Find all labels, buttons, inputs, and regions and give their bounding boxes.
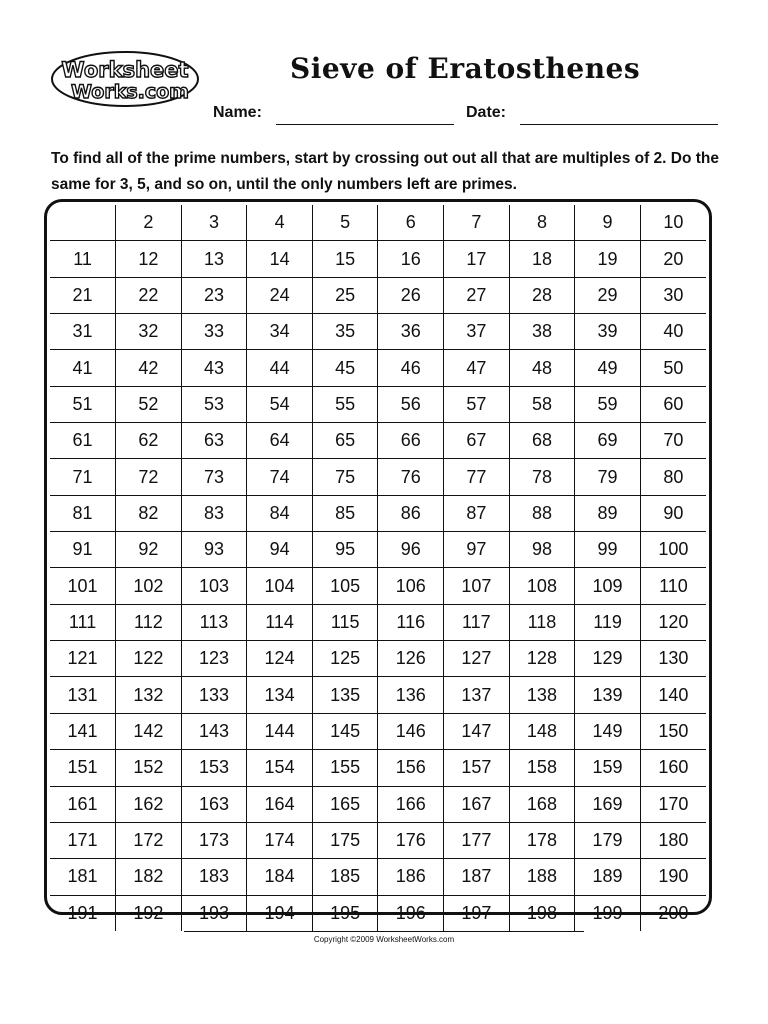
grid-cell[interactable]: 168: [509, 786, 575, 822]
grid-cell[interactable]: 50: [640, 350, 706, 386]
grid-cell[interactable]: 129: [575, 641, 641, 677]
grid-cell[interactable]: 28: [509, 277, 575, 313]
grid-cell[interactable]: 132: [116, 677, 182, 713]
grid-cell[interactable]: 80: [640, 459, 706, 495]
grid-cell[interactable]: 98: [509, 532, 575, 568]
grid-cell[interactable]: 165: [312, 786, 378, 822]
grid-cell[interactable]: 33: [181, 314, 247, 350]
grid-cell[interactable]: 48: [509, 350, 575, 386]
grid-row: [50, 495, 706, 531]
grid-cell[interactable]: 94: [247, 532, 313, 568]
grid-cell[interactable]: 58: [509, 386, 575, 422]
grid-cell[interactable]: 64: [247, 423, 313, 459]
copyright-text: Copyright ©2009 WorksheetWorks.com: [313, 935, 455, 944]
grid-cell[interactable]: 105: [312, 568, 378, 604]
grid-cell[interactable]: 44: [247, 350, 313, 386]
grid-cell[interactable]: 70: [640, 423, 706, 459]
grid-cell[interactable]: 178: [509, 822, 575, 858]
grid-cell[interactable]: 136: [378, 677, 444, 713]
grid-cell[interactable]: 196: [378, 895, 444, 931]
grid-cell[interactable]: 16: [378, 241, 444, 277]
grid-cell[interactable]: 189: [575, 859, 641, 895]
grid-cell[interactable]: 175: [312, 822, 378, 858]
grid-cell[interactable]: 89: [575, 495, 641, 531]
grid-cell[interactable]: 131: [50, 677, 116, 713]
grid-cell[interactable]: 13: [181, 241, 247, 277]
grid-cell[interactable]: 107: [444, 568, 510, 604]
grid-cell[interactable]: 81: [50, 495, 116, 531]
name-label: Name:: [213, 104, 262, 121]
grid-cell[interactable]: 104: [247, 568, 313, 604]
grid-cell[interactable]: 182: [116, 859, 182, 895]
grid-row: [50, 677, 706, 713]
grid-cell[interactable]: 137: [444, 677, 510, 713]
grid-cell[interactable]: 135: [312, 677, 378, 713]
grid-cell[interactable]: 92: [116, 532, 182, 568]
grid-cell[interactable]: 46: [378, 350, 444, 386]
grid-cell[interactable]: 170: [640, 786, 706, 822]
grid-cell[interactable]: 6: [378, 205, 444, 241]
grid-cell[interactable]: 163: [181, 786, 247, 822]
grid-cell[interactable]: 199: [575, 895, 641, 931]
grid-cell[interactable]: 169: [575, 786, 641, 822]
grid-cell[interactable]: 118: [509, 604, 575, 640]
grid-cell[interactable]: 193: [181, 895, 247, 931]
grid-cell[interactable]: 5: [312, 205, 378, 241]
grid-cell[interactable]: 11: [50, 241, 116, 277]
grid-cell[interactable]: 93: [181, 532, 247, 568]
grid-cell[interactable]: 194: [247, 895, 313, 931]
date-label: Date:: [466, 104, 507, 121]
grid-cell[interactable]: 51: [50, 386, 116, 422]
grid-cell[interactable]: 71: [50, 459, 116, 495]
grid-cell[interactable]: 150: [640, 713, 706, 749]
date-field[interactable]: [520, 124, 718, 125]
grid-cell[interactable]: 130: [640, 641, 706, 677]
grid-cell[interactable]: 122: [116, 641, 182, 677]
grid-cell[interactable]: 14: [247, 241, 313, 277]
grid-row: [50, 277, 706, 313]
grid-cell[interactable]: 68: [509, 423, 575, 459]
grid-cell[interactable]: 27: [444, 277, 510, 313]
grid-cell[interactable]: 38: [509, 314, 575, 350]
grid-cell[interactable]: 85: [312, 495, 378, 531]
grid-cell[interactable]: 148: [509, 713, 575, 749]
grid-cell[interactable]: 112: [116, 604, 182, 640]
grid-cell[interactable]: 155: [312, 750, 378, 786]
grid-cell[interactable]: 120: [640, 604, 706, 640]
grid-cell[interactable]: 30: [640, 277, 706, 313]
grid-cell[interactable]: 179: [575, 822, 641, 858]
grid-cell[interactable]: 176: [378, 822, 444, 858]
grid-cell[interactable]: 29: [575, 277, 641, 313]
grid-cell[interactable]: 21: [50, 277, 116, 313]
grid-cell[interactable]: 123: [181, 641, 247, 677]
grid-cell[interactable]: 79: [575, 459, 641, 495]
grid-cell[interactable]: [50, 205, 116, 241]
grid-cell[interactable]: 3: [181, 205, 247, 241]
grid-cell[interactable]: 9: [575, 205, 641, 241]
grid-cell[interactable]: 173: [181, 822, 247, 858]
grid-cell[interactable]: 61: [50, 423, 116, 459]
grid-cell[interactable]: 145: [312, 713, 378, 749]
grid-cell[interactable]: 167: [444, 786, 510, 822]
grid-cell[interactable]: 181: [50, 859, 116, 895]
grid-cell[interactable]: 90: [640, 495, 706, 531]
grid-cell[interactable]: 65: [312, 423, 378, 459]
grid-cell[interactable]: 195: [312, 895, 378, 931]
grid-cell[interactable]: 152: [116, 750, 182, 786]
grid-cell[interactable]: 101: [50, 568, 116, 604]
grid-cell[interactable]: 7: [444, 205, 510, 241]
grid-cell[interactable]: 126: [378, 641, 444, 677]
grid-row: [50, 713, 706, 749]
grid-cell[interactable]: 59: [575, 386, 641, 422]
worksheetworks-logo: [50, 50, 200, 108]
grid-cell[interactable]: 62: [116, 423, 182, 459]
grid-cell[interactable]: 55: [312, 386, 378, 422]
grid-cell[interactable]: 166: [378, 786, 444, 822]
grid-cell[interactable]: 52: [116, 386, 182, 422]
logo-line2: Works.com: [71, 81, 189, 103]
grid-cell[interactable]: 140: [640, 677, 706, 713]
grid-cell[interactable]: 191: [50, 895, 116, 931]
instructions-text: To find all of the prime numbers, start by crossing out out all that are multiples of 2. Do the same for 3, 5, and so on, until the only numbers left are primes.: [51, 150, 720, 193]
grid-row: [50, 205, 706, 241]
grid-cell[interactable]: 157: [444, 750, 510, 786]
grid-row: [50, 423, 706, 459]
grid-cell[interactable]: 143: [181, 713, 247, 749]
grid-cell[interactable]: 180: [640, 822, 706, 858]
grid-cell[interactable]: 97: [444, 532, 510, 568]
grid-cell[interactable]: 86: [378, 495, 444, 531]
grid-cell[interactable]: 108: [509, 568, 575, 604]
grid-cell[interactable]: 41: [50, 350, 116, 386]
grid-cell[interactable]: 162: [116, 786, 182, 822]
grid-cell[interactable]: 10: [640, 205, 706, 241]
grid-cell[interactable]: 185: [312, 859, 378, 895]
grid-cell[interactable]: 20: [640, 241, 706, 277]
grid-cell[interactable]: 124: [247, 641, 313, 677]
grid-cell[interactable]: 67: [444, 423, 510, 459]
grid-row: [50, 459, 706, 495]
grid-cell[interactable]: 116: [378, 604, 444, 640]
grid-cell[interactable]: 4: [247, 205, 313, 241]
grid-cell[interactable]: 25: [312, 277, 378, 313]
grid-cell[interactable]: 134: [247, 677, 313, 713]
grid-cell[interactable]: 91: [50, 532, 116, 568]
grid-cell[interactable]: 39: [575, 314, 641, 350]
grid-cell[interactable]: 115: [312, 604, 378, 640]
grid-cell[interactable]: 24: [247, 277, 313, 313]
grid-row: [50, 750, 706, 786]
grid-cell[interactable]: 56: [378, 386, 444, 422]
grid-cell[interactable]: 100: [640, 532, 706, 568]
grid-cell[interactable]: 99: [575, 532, 641, 568]
grid-cell[interactable]: 156: [378, 750, 444, 786]
grid-cell[interactable]: 76: [378, 459, 444, 495]
grid-cell[interactable]: 15: [312, 241, 378, 277]
grid-cell[interactable]: 83: [181, 495, 247, 531]
grid-cell[interactable]: 149: [575, 713, 641, 749]
grid-cell[interactable]: 95: [312, 532, 378, 568]
grid-cell[interactable]: 47: [444, 350, 510, 386]
grid-cell[interactable]: 186: [378, 859, 444, 895]
grid-cell[interactable]: 36: [378, 314, 444, 350]
grid-row: [50, 822, 706, 858]
grid-cell[interactable]: 139: [575, 677, 641, 713]
grid-cell[interactable]: 96: [378, 532, 444, 568]
grid-cell[interactable]: 127: [444, 641, 510, 677]
grid-cell[interactable]: 2: [116, 205, 182, 241]
grid-cell[interactable]: 184: [247, 859, 313, 895]
grid-cell[interactable]: 119: [575, 604, 641, 640]
grid-cell[interactable]: 200: [640, 895, 706, 931]
grid-row: [50, 386, 706, 422]
page-title: Sieve of Eratosthenes: [290, 52, 641, 85]
grid-cell[interactable]: 125: [312, 641, 378, 677]
grid-row: [50, 859, 706, 895]
grid-row: [50, 568, 706, 604]
grid-cell[interactable]: 110: [640, 568, 706, 604]
grid-row: [50, 895, 706, 931]
grid-cell[interactable]: 8: [509, 205, 575, 241]
grid-cell[interactable]: 158: [509, 750, 575, 786]
grid-cell[interactable]: 154: [247, 750, 313, 786]
grid-cell[interactable]: 141: [50, 713, 116, 749]
grid-cell[interactable]: 23: [181, 277, 247, 313]
grid-cell[interactable]: 72: [116, 459, 182, 495]
grid-cell[interactable]: 74: [247, 459, 313, 495]
grid-row: [50, 532, 706, 568]
grid-cell[interactable]: 147: [444, 713, 510, 749]
grid-row: [50, 604, 706, 640]
name-field[interactable]: [276, 124, 454, 125]
grid-cell[interactable]: 57: [444, 386, 510, 422]
grid-cell[interactable]: 73: [181, 459, 247, 495]
grid-cell[interactable]: 117: [444, 604, 510, 640]
grid-cell[interactable]: 172: [116, 822, 182, 858]
grid-cell[interactable]: 19: [575, 241, 641, 277]
grid-cell[interactable]: 78: [509, 459, 575, 495]
grid-cell[interactable]: 144: [247, 713, 313, 749]
grid-cell[interactable]: 53: [181, 386, 247, 422]
grid-row: [50, 314, 706, 350]
grid-cell[interactable]: 75: [312, 459, 378, 495]
grid-cell[interactable]: 146: [378, 713, 444, 749]
grid-cell[interactable]: 22: [116, 277, 182, 313]
grid-cell[interactable]: 190: [640, 859, 706, 895]
grid-cell[interactable]: 31: [50, 314, 116, 350]
grid-row: [50, 641, 706, 677]
grid-cell[interactable]: 66: [378, 423, 444, 459]
grid-cell[interactable]: 109: [575, 568, 641, 604]
grid-cell[interactable]: 103: [181, 568, 247, 604]
grid-cell[interactable]: 153: [181, 750, 247, 786]
grid-cell[interactable]: 138: [509, 677, 575, 713]
grid-cell[interactable]: 60: [640, 386, 706, 422]
grid-cell[interactable]: 26: [378, 277, 444, 313]
grid-cell[interactable]: 197: [444, 895, 510, 931]
grid-row: [50, 786, 706, 822]
grid-cell[interactable]: 174: [247, 822, 313, 858]
footer-divider: [184, 931, 584, 932]
grid-cell[interactable]: 121: [50, 641, 116, 677]
grid-cell[interactable]: 177: [444, 822, 510, 858]
grid-cell[interactable]: 84: [247, 495, 313, 531]
grid-cell[interactable]: 69: [575, 423, 641, 459]
grid-cell[interactable]: 102: [116, 568, 182, 604]
grid-row: [50, 350, 706, 386]
grid-cell[interactable]: 161: [50, 786, 116, 822]
grid-row: [50, 241, 706, 277]
grid-cell[interactable]: 171: [50, 822, 116, 858]
grid-cell[interactable]: 35: [312, 314, 378, 350]
grid-cell[interactable]: 63: [181, 423, 247, 459]
grid-cell[interactable]: 17: [444, 241, 510, 277]
grid-cell[interactable]: 188: [509, 859, 575, 895]
grid-cell[interactable]: 113: [181, 604, 247, 640]
grid-cell[interactable]: 42: [116, 350, 182, 386]
grid-cell[interactable]: 164: [247, 786, 313, 822]
grid-cell[interactable]: 32: [116, 314, 182, 350]
grid-cell[interactable]: 128: [509, 641, 575, 677]
grid-cell[interactable]: 142: [116, 713, 182, 749]
logo-line1: Worksheet: [61, 58, 189, 82]
grid-cell[interactable]: 151: [50, 750, 116, 786]
grid-cell[interactable]: 133: [181, 677, 247, 713]
grid-cell[interactable]: 82: [116, 495, 182, 531]
grid-cell[interactable]: 187: [444, 859, 510, 895]
grid-cell[interactable]: 40: [640, 314, 706, 350]
grid-cell[interactable]: 198: [509, 895, 575, 931]
grid-cell[interactable]: 34: [247, 314, 313, 350]
grid-cell[interactable]: 160: [640, 750, 706, 786]
grid-cell[interactable]: 37: [444, 314, 510, 350]
grid-cell[interactable]: 77: [444, 459, 510, 495]
grid-cell[interactable]: 12: [116, 241, 182, 277]
grid-cell[interactable]: 54: [247, 386, 313, 422]
grid-cell[interactable]: 43: [181, 350, 247, 386]
grid-cell[interactable]: 18: [509, 241, 575, 277]
grid-cell[interactable]: 111: [50, 604, 116, 640]
grid-cell[interactable]: 114: [247, 604, 313, 640]
number-grid: [50, 205, 706, 931]
grid-cell[interactable]: 183: [181, 859, 247, 895]
grid-cell[interactable]: 192: [116, 895, 182, 931]
grid-cell[interactable]: 45: [312, 350, 378, 386]
grid-cell[interactable]: 159: [575, 750, 641, 786]
grid-cell[interactable]: 88: [509, 495, 575, 531]
grid-cell[interactable]: 106: [378, 568, 444, 604]
grid-cell[interactable]: 49: [575, 350, 641, 386]
grid-cell[interactable]: 87: [444, 495, 510, 531]
